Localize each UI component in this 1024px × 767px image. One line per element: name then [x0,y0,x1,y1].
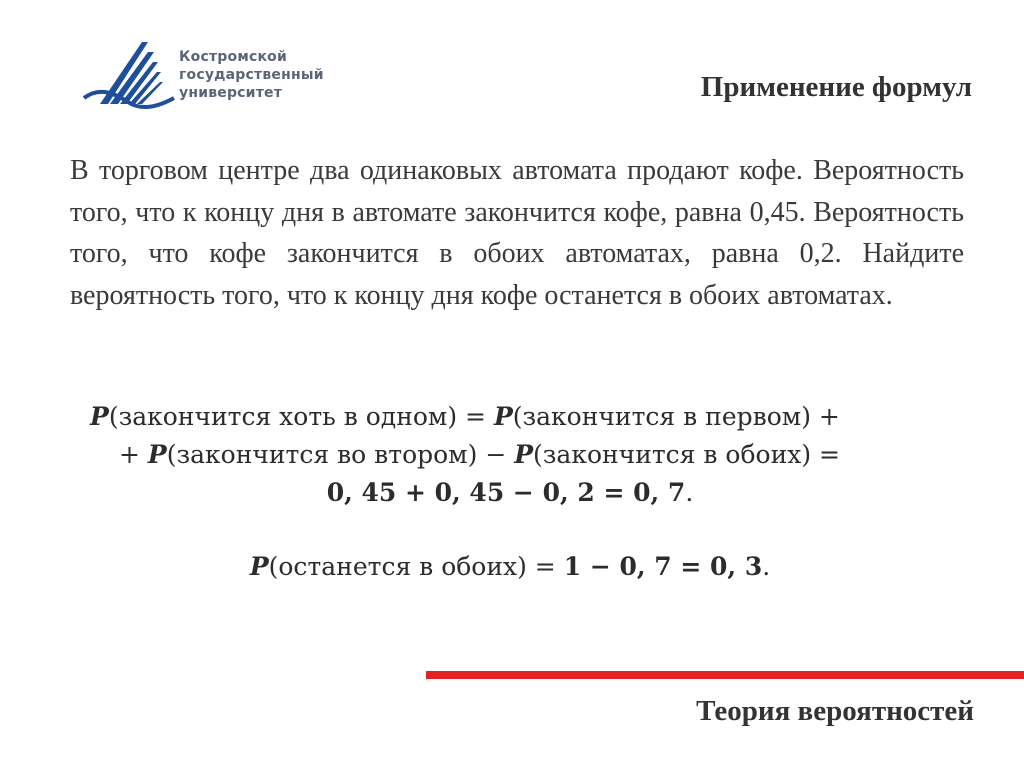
formula-text: (закончится в первом) + [512,402,840,431]
formula-text: + [119,440,148,469]
formula-period: . [685,478,694,507]
prob-symbol: P [147,440,167,469]
logo-text [179,48,324,102]
formula-text: (закончится хоть в одном) = [108,402,494,431]
formula-text: (закончится во втором) − [166,440,515,469]
formula-line-3 [60,474,960,512]
prob-symbol: P [493,402,513,431]
problem-statement: В торговом центре два одинаковых автомата продают кофе. Вероятность того, что к концу дня в автомате закончится кофе, равна 0,45. Вероятность того, что кофе закончится в обоих автоматах, равна 0,2. Найдите вероятность того, что к концу дня кофе останется в обоих автоматах. [70,155,964,311]
slide-title: Применение формул [700,71,972,103]
prob-symbol: P [249,552,269,581]
prob-symbol: P [514,440,534,469]
logo-line-2: государственный [179,67,324,83]
university-emblem-icon [82,36,177,116]
formula-answer [60,548,960,586]
prob-symbol: P [90,402,109,431]
footer-accent-line [426,671,1024,679]
logo-line-3: университет [179,85,283,101]
logo-line-1: Костромской [179,49,287,65]
formula-line-2 [60,436,960,474]
formula-numeric: 0, 45 + 0, 45 − 0, 2 = 0, 7 [326,478,686,507]
footer-course-title: Теория вероятностей [696,695,974,727]
formula-numeric: 1 − 0, 7 = 0, 3 [563,552,763,581]
formula-text: (закончится в обоих) = [533,440,840,469]
formula-period: . [762,552,771,581]
university-logo [82,36,362,116]
formula-line-1 [60,398,960,436]
formula-text: (останется в обоих) = [268,552,564,581]
